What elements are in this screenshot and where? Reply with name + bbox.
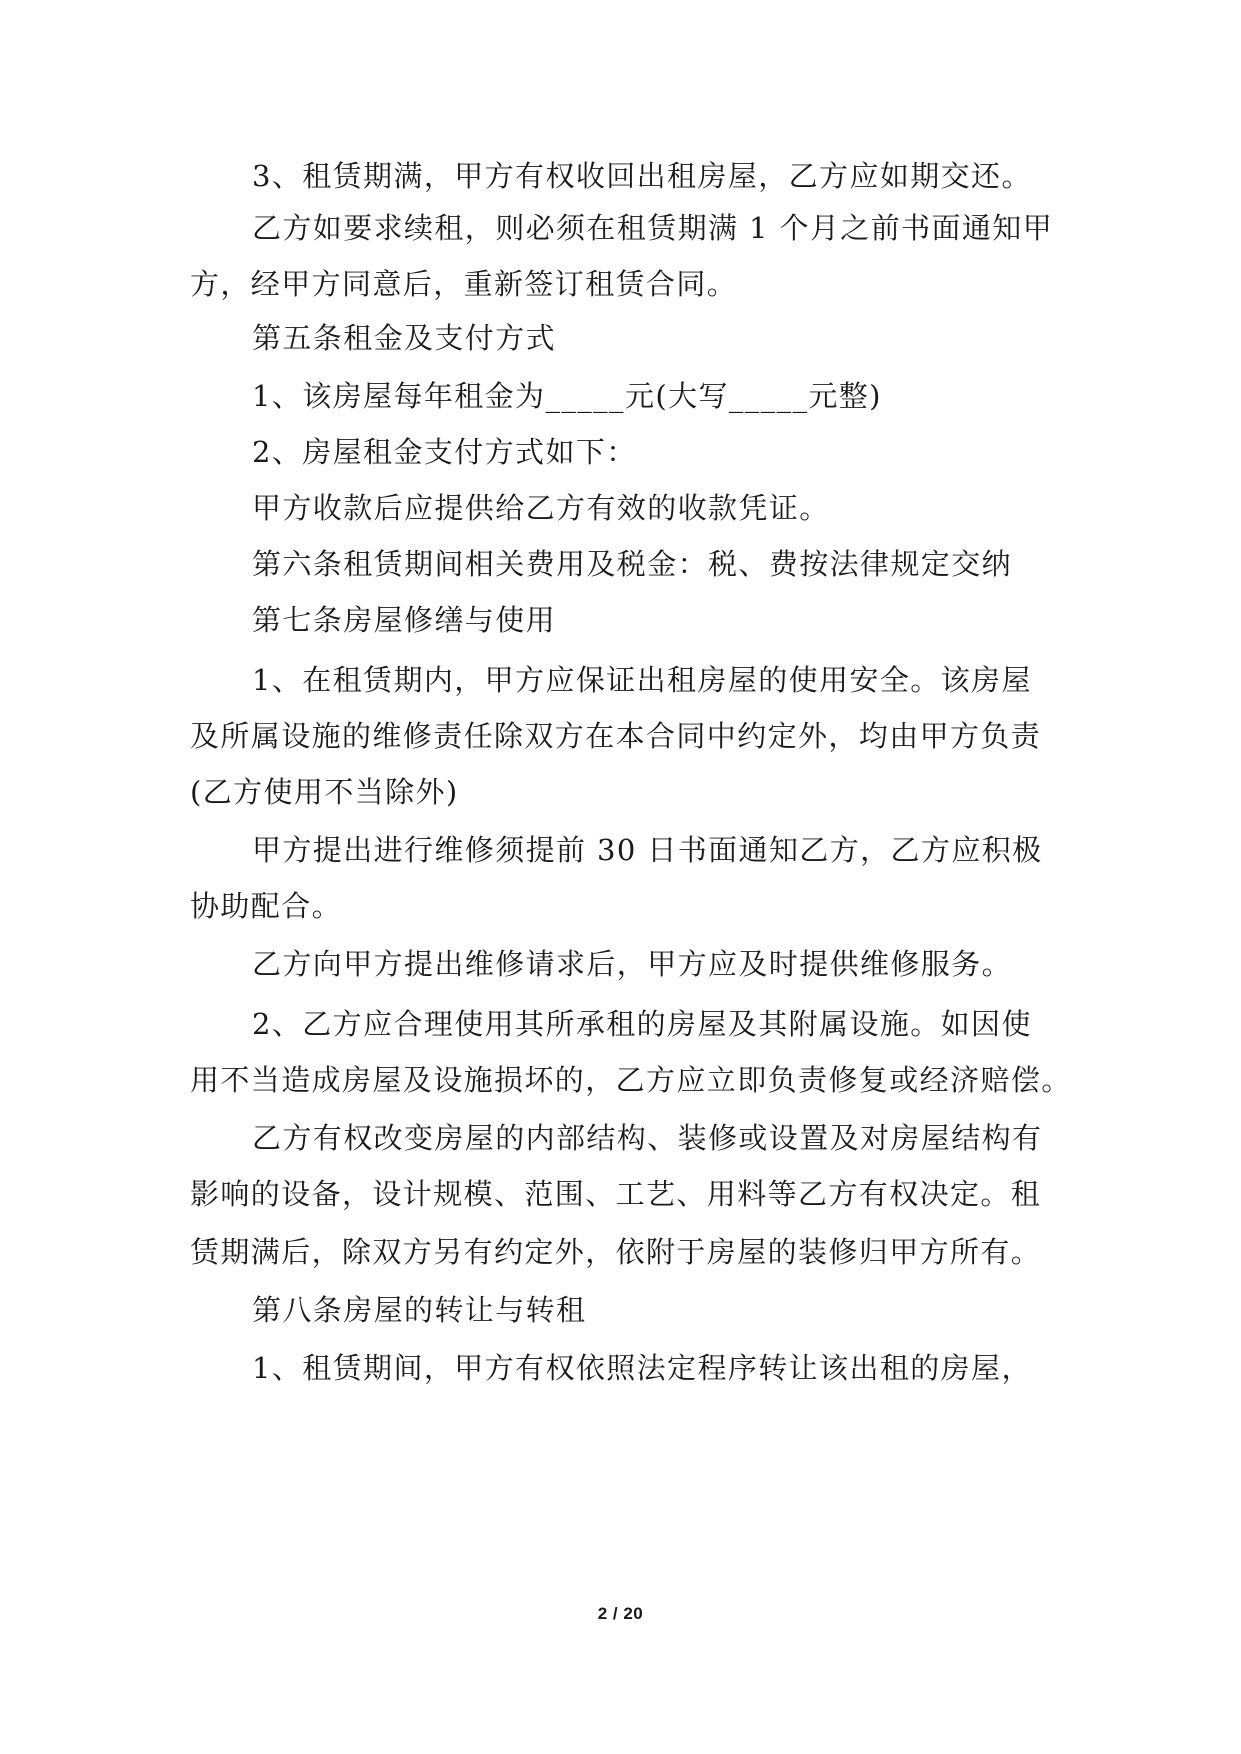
text-line: 乙方如要求续租，则必须在租赁期满 1 个月之前书面通知甲 xyxy=(252,211,1054,245)
text-line: 1、该房屋每年租金为_____元(大写_____元整) xyxy=(252,379,882,413)
section-heading: 第七条房屋修缮与使用 xyxy=(252,603,557,637)
text-line: 2、乙方应合理使用其所承租的房屋及其附属设施。如因使 xyxy=(252,1007,1032,1041)
text-line: 用不当造成房屋及设施损坏的，乙方应立即负责修复或经济赔偿。 xyxy=(190,1063,1072,1097)
text-line: 1、租赁期间，甲方有权依照法定程序转让该出租的房屋， xyxy=(252,1351,1032,1385)
text-line: (乙方使用不当除外) xyxy=(190,775,459,809)
text-line: 3、租赁期满，甲方有权收回出租房屋，乙方应如期交还。 xyxy=(252,159,1032,193)
text-line: 1、在租赁期内，甲方应保证出租房屋的使用安全。该房屋 xyxy=(252,663,1032,697)
section-heading: 第八条房屋的转让与转租 xyxy=(252,1293,587,1327)
text-line: 2、房屋租金支付方式如下： xyxy=(252,435,637,469)
text-line: 影响的设备，设计规模、范围、工艺、用料等乙方有权决定。租 xyxy=(190,1177,1042,1211)
text-line: 乙方向甲方提出维修请求后，甲方应及时提供维修服务。 xyxy=(252,947,1013,981)
text-line: 及所属设施的维修责任除双方在本合同中约定外，均由甲方负责 xyxy=(190,719,1042,753)
text-line: 甲方提出进行维修须提前 30 日书面通知乙方，乙方应积极 xyxy=(252,833,1043,867)
text-line: 赁期满后，除双方另有约定外，依附于房屋的装修归甲方所有。 xyxy=(190,1235,1042,1269)
text-line: 甲方收款后应提供给乙方有效的收款凭证。 xyxy=(252,491,830,525)
text-line: 乙方有权改变房屋的内部结构、装修或设置及对房屋结构有 xyxy=(252,1121,1043,1155)
section-heading: 第六条租赁期间相关费用及税金：税、费按法律规定交纳 xyxy=(252,547,1013,581)
text-line: 协助配合。 xyxy=(190,889,343,923)
section-heading: 第五条租金及支付方式 xyxy=(252,321,557,355)
text-line: 方，经甲方同意后，重新签订租赁合同。 xyxy=(190,267,738,301)
page-number: 2 / 20 xyxy=(597,1604,644,1623)
